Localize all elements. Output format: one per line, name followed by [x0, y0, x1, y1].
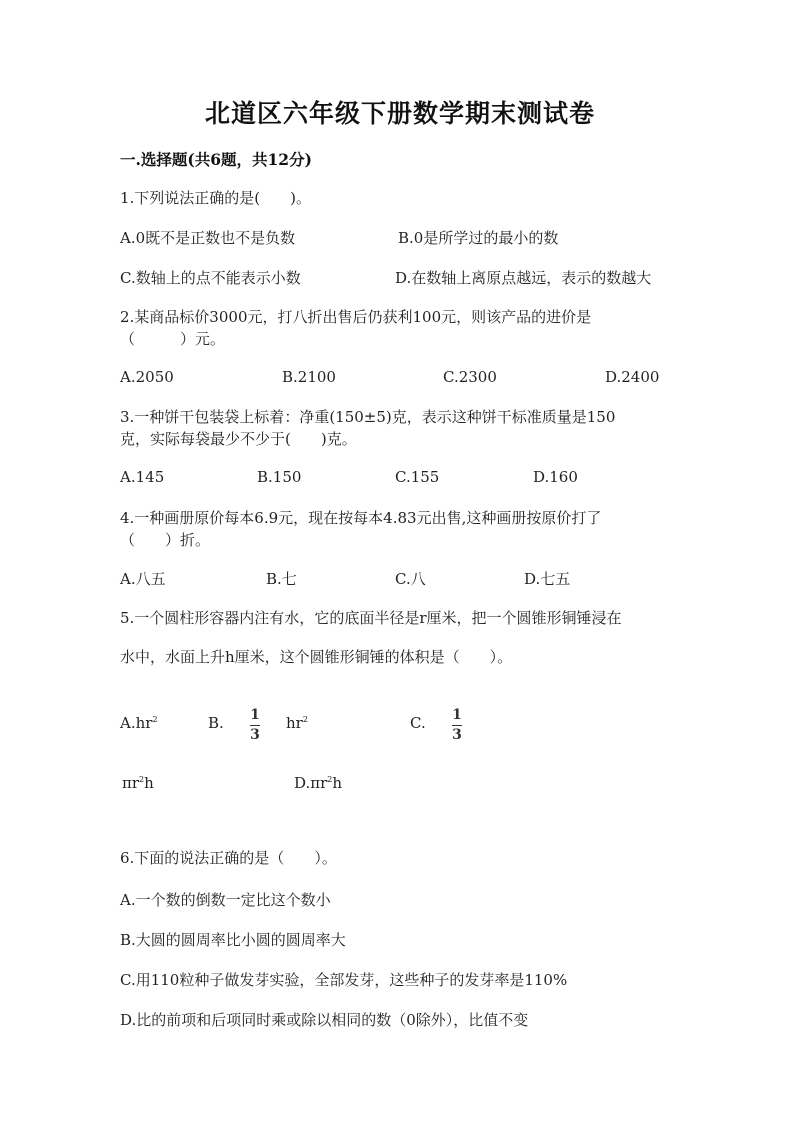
question-3-stem-line-1: 3.一种饼干包装袋上标着：净重(150±5)克，表示这种饼干标准质量是150: [120, 408, 616, 426]
question-4-stem-line-1: 4.一种画册原价每本6.9元，现在按每本4.83元出售,这种画册按原价打了: [120, 509, 602, 527]
fraction-one-third: [452, 708, 462, 743]
option-b-expression-text: hr: [286, 714, 303, 732]
question-2-option-d: D.2400: [605, 368, 660, 386]
exponent: 2: [327, 775, 333, 784]
question-5-option-b-label: B.: [208, 714, 224, 732]
exponent: 2: [302, 715, 308, 724]
option-a-expression: hr: [135, 714, 153, 732]
question-2-stem-line-1: 2.某商品标价3000元，打八折出售后仍获利100元，则该产品的进价是: [120, 308, 592, 326]
question-3-option-c: C.155: [395, 468, 440, 486]
question-2-option-c: C.2300: [443, 368, 497, 386]
question-1-option-c: C.数轴上的点不能表示小数: [120, 269, 301, 287]
question-6-stem: 6.下面的说法正确的是（ ）。: [120, 849, 337, 867]
fraction-bar: [452, 725, 462, 726]
fraction-one-third: [250, 708, 260, 743]
question-6-option-c: C.用110粒种子做发芽实验，全部发芽，这些种子的发芽率是110%: [120, 971, 568, 989]
question-4-option-d: D.七五: [524, 570, 571, 588]
question-6-option-a: A.一个数的倒数一定比这个数小: [120, 891, 331, 909]
question-3-option-a: A.145: [120, 468, 165, 486]
question-2-option-a: A.2050: [120, 368, 174, 386]
section-heading: 一.选择题(共6题，共12分): [120, 150, 312, 169]
option-d-expression-text: πr: [310, 774, 328, 792]
fraction-numerator: 1: [250, 707, 260, 723]
fraction-denominator: 3: [250, 727, 260, 743]
exponent: 2: [139, 775, 145, 784]
page-title: 北道区六年级下册数学期末测试卷: [204, 99, 595, 128]
question-6-option-d: D.比的前项和后项同时乘或除以相同的数（0除外），比值不变: [120, 1011, 529, 1029]
question-1-option-d: D.在数轴上离原点越远，表示的数越大: [395, 269, 652, 287]
question-6-option-b: B.大圆的圆周率比小圆的圆周率大: [120, 931, 346, 949]
question-4-option-b: B.七: [266, 570, 297, 588]
question-4-option-c: C.八: [395, 570, 426, 588]
option-a-label: A.: [120, 714, 136, 732]
question-5-option-c-label: C.: [410, 714, 426, 732]
question-2-stem-line-2: （ ）元。: [120, 330, 226, 348]
question-3-option-d: D.160: [533, 468, 578, 486]
question-5-stem-line-1: 5.一个圆柱形容器内注有水，它的底面半径是r厘米，把一个圆锥形铜锤浸在: [120, 609, 622, 627]
option-d-expression-h: h: [332, 774, 343, 792]
question-1-stem: 1.下列说法正确的是( )。: [120, 189, 312, 207]
option-d-label: D.: [294, 774, 311, 792]
exponent: 2: [152, 715, 158, 724]
question-3-stem-line-2: 克，实际每袋最少不少于( )克。: [120, 430, 357, 448]
option-c-expression-text: πr: [122, 774, 140, 792]
question-5-option-b-expression: [286, 714, 308, 732]
question-1-option-b: B.0是所学过的最小的数: [398, 229, 559, 247]
question-1-option-a: A.0既不是正数也不是负数: [120, 229, 296, 247]
option-c-expression-h: h: [144, 774, 154, 792]
question-4-option-a: A.八五: [120, 570, 166, 588]
fraction-bar: [250, 725, 260, 726]
question-5-stem-line-2: 水中，水面上升h厘米，这个圆锥形铜锤的体积是（ ）。: [120, 648, 513, 666]
question-2-option-b: B.2100: [282, 368, 336, 386]
question-4-stem-line-2: （ ）折。: [120, 531, 211, 549]
question-3-option-b: B.150: [257, 468, 302, 486]
fraction-denominator: 3: [452, 727, 462, 743]
question-5-option-c-continuation: [122, 774, 154, 792]
question-5-option-d: [294, 774, 342, 792]
fraction-numerator: 1: [452, 707, 462, 723]
question-5-option-a: [120, 714, 158, 732]
